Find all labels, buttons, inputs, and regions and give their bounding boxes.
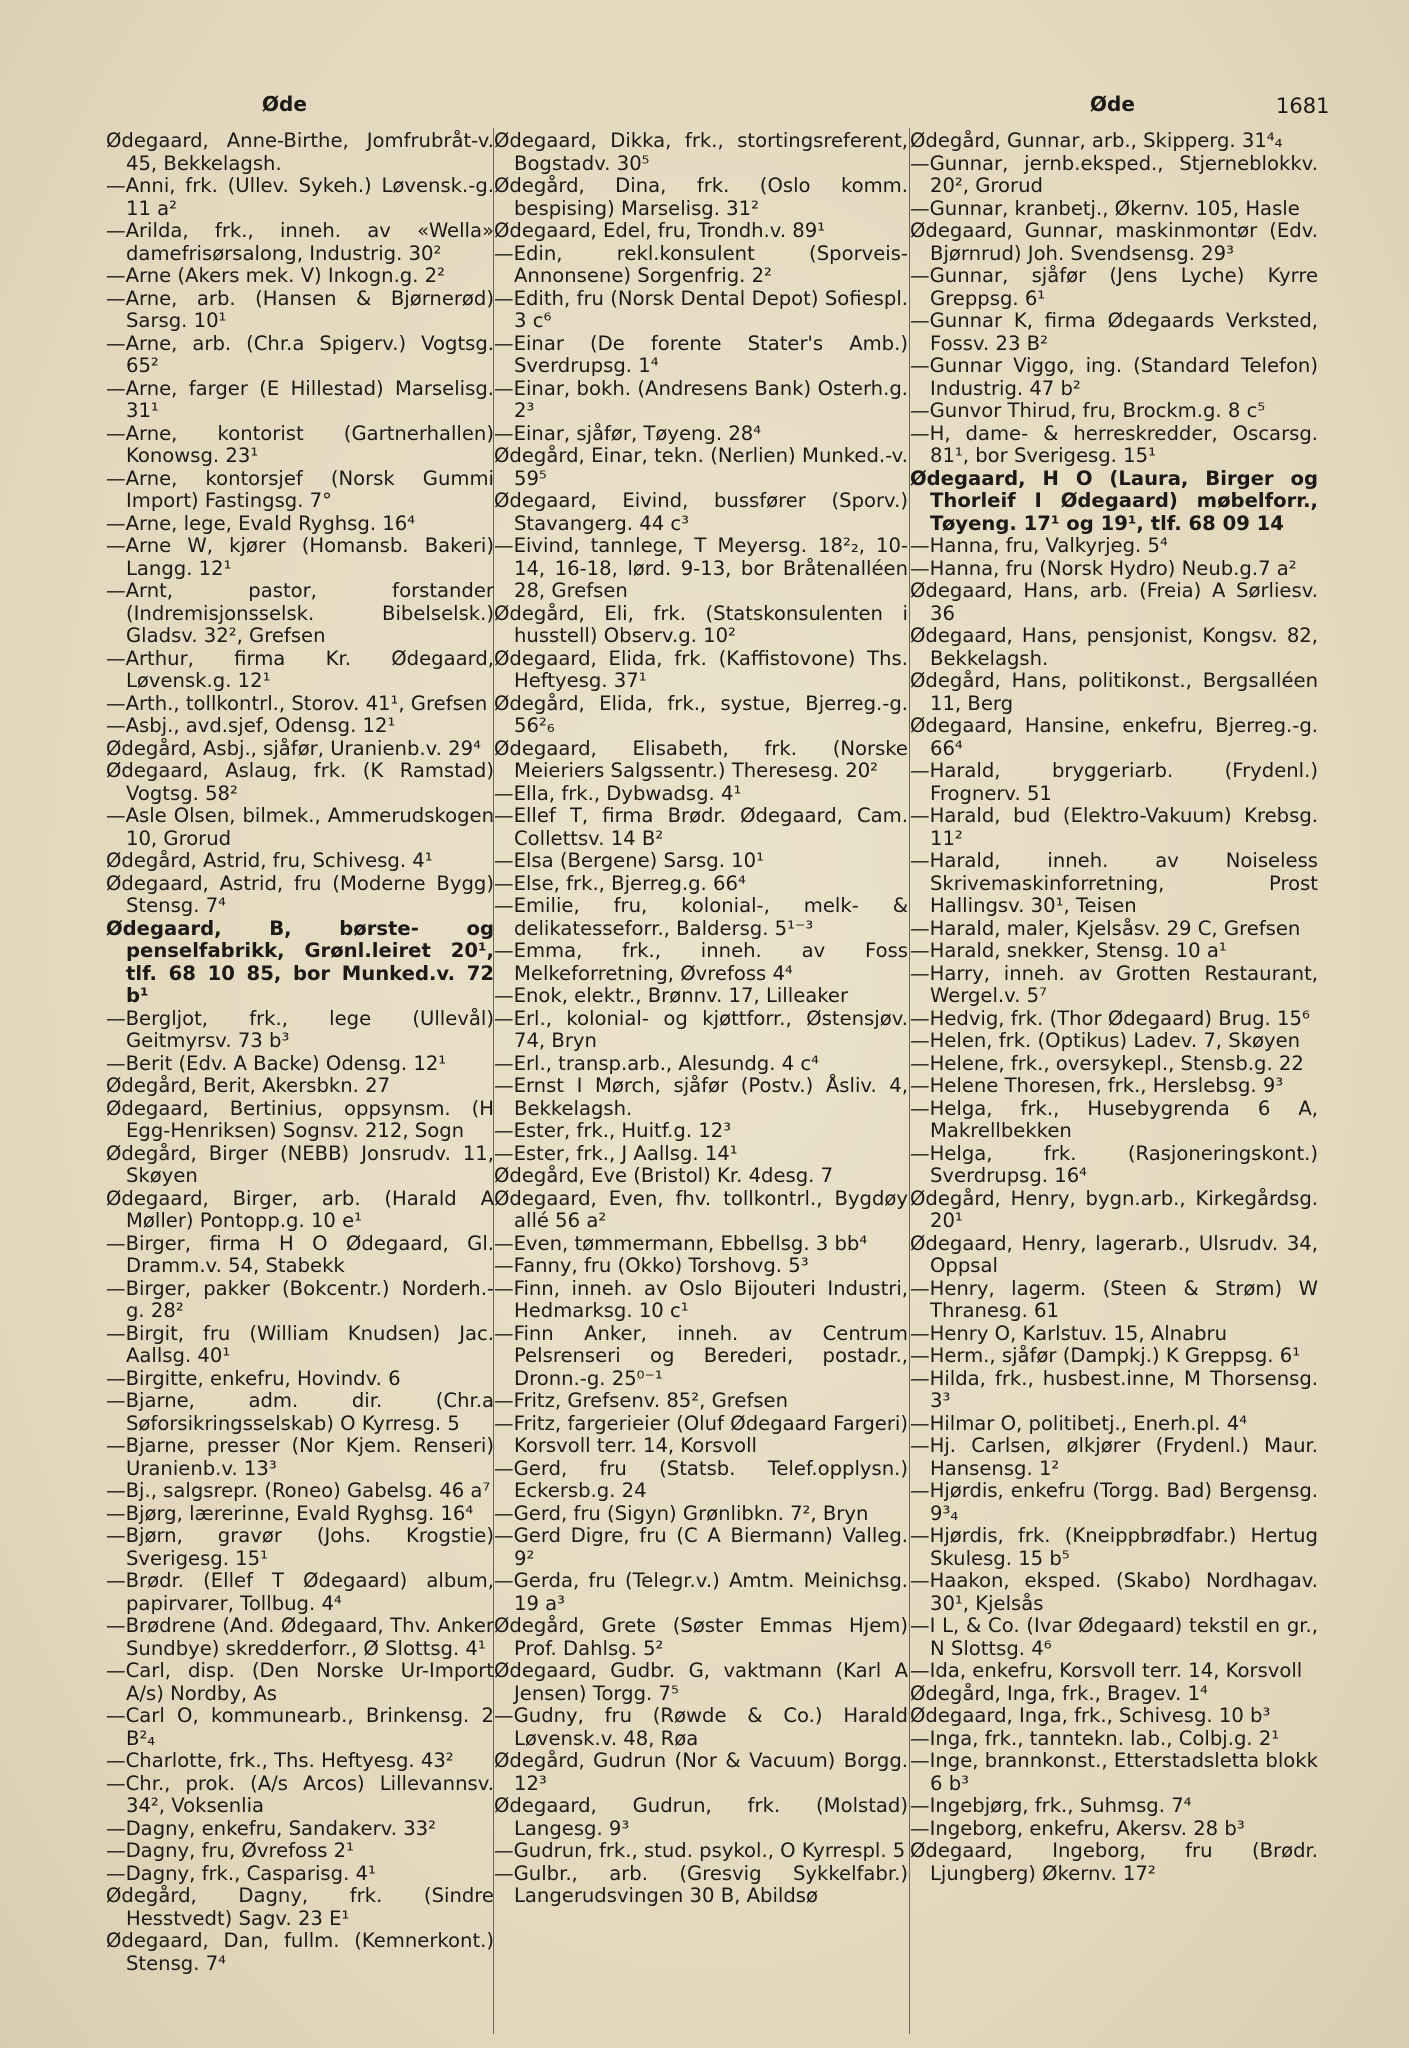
- directory-entry: —Gunnar, sjåfør (Jens Lyche) Kyrre Greppsg. 6¹: [910, 264, 1318, 310]
- directory-entry: —Erl., transp.arb., Alesundg. 4 c⁴: [494, 1051, 819, 1075]
- directory-entry: —Hjørdis, frk. (Kneippbrødfabr.) Hertug Skulesg. 15 b⁵: [910, 1524, 1318, 1570]
- directory-entry: —Henry O, Karlstuv. 15, Alnabru: [910, 1321, 1227, 1345]
- directory-entry: —Helene, frk., oversykepl., Stensb.g. 22: [910, 1051, 1304, 1075]
- directory-entry: —Ingebjørg, frk., Suhmsg. 7⁴: [910, 1794, 1192, 1817]
- directory-entry: —Gudrun, frk., stud. psykol., O Kyrrespl. 5: [494, 1839, 906, 1862]
- directory-entry: Ødegård, Astrid, fru, Schivesg. 4¹: [106, 849, 433, 872]
- directory-entry: Ødegaard, Edel, fru, Trondh.v. 89¹: [494, 219, 826, 242]
- directory-entry: —Ingeborg, enkefru, Akersv. 28 b³: [910, 1816, 1245, 1840]
- directory-entry: Ødegaard, Henry, lagerarb., Ulsrudv. 34, Oppsal: [910, 1231, 1318, 1277]
- directory-entry: Ødegaard, Elisabeth, frk. (Norske Meieriers Salgssentr.) Theresesg. 20²: [494, 736, 908, 782]
- directory-entry: Ødegaard, H O (Laura, Birger og Thorleif I Ødegaard) møbelforr., Tøyeng. 17¹ og 19¹, tlf. 68 09 14: [910, 466, 1318, 535]
- directory-entry: —Bergljot, frk., lege (Ullevål) Geitmyrsv. 73 b³: [106, 1006, 494, 1052]
- directory-entry: —Gulbr., arb. (Gresvig Sykkelfabr.) Langerudsvingen 30 B, Abildsø: [494, 1861, 908, 1907]
- directory-entry: Ødegård, Grete (Søster Emmas Hjem) Prof. Dahlsg. 5²: [494, 1614, 908, 1660]
- directory-entry: —Else, frk., Bjerreg.g. 66⁴: [494, 871, 746, 895]
- directory-entry: Ødegaard, Dikka, frk., stortingsreferent, Bogstadv. 30⁵: [494, 130, 908, 175]
- directory-entry: —Fanny, fru (Okko) Torshovg. 5³: [494, 1254, 809, 1277]
- directory-entry: —I L, & Co. (Ivar Ødegaard) tekstil en gr., N Slottsg. 4⁶: [910, 1614, 1318, 1660]
- directory-entry: —Arthur, firma Kr. Ødegaard, Løvensk.g. 12¹: [106, 646, 494, 692]
- directory-entry: —Gerd, fru (Sigyn) Grønlibkn. 7², Bryn: [494, 1501, 869, 1525]
- directory-entry: —Harald, snekker, Stensg. 10 a¹: [910, 939, 1227, 962]
- directory-entry: —Birger, firma H O Ødegaard, Gl. Dramm.v. 54, Stabekk: [106, 1231, 494, 1277]
- directory-entry: —Bjarne, presser (Nor Kjem. Renseri) Uranienb.v. 13³: [106, 1434, 494, 1480]
- directory-entry: —Hanna, fru, Valkyrjeg. 5⁴: [910, 534, 1168, 557]
- directory-entry: —Bjarne, adm. dir. (Chr.a Søforsikringsselskab) O Kyrresg. 5: [106, 1389, 494, 1435]
- directory-entry: —Birger, pakker (Bokcentr.) Norderh.-g. 28²: [106, 1276, 494, 1322]
- directory-entry: —Bjørn, gravør (Johs. Krogstie) Sverigesg. 15¹: [106, 1524, 494, 1570]
- directory-entry: —Edin, rekl.konsulent (Sporveis-Annonsene) Sorgenfrig. 2²: [494, 241, 908, 287]
- directory-entry: Ødegaard, Aslaug, frk. (K Ramstad) Vogtsg. 58²: [106, 759, 494, 805]
- directory-entry: —Emma, frk., inneh. av Foss Melkeforretning, Øvrefoss 4⁴: [494, 939, 908, 985]
- directory-entry: —Brødrene (And. Ødegaard, Thv. Anker Sundbye) skredderforr., Ø Slottsg. 4¹: [106, 1614, 494, 1660]
- directory-entry: —Gunnar K, firma Ødegaards Verksted, Fossv. 23 B²: [910, 309, 1318, 355]
- directory-entry: —Arne (Akers mek. V) Inkogn.g. 2²: [106, 264, 446, 287]
- directory-entry: Ødegaard, Astrid, fru (Moderne Bygg) Stensg. 7⁴: [106, 871, 494, 917]
- directory-entry: —Hjørdis, enkefru (Torgg. Bad) Bergensg. 9³₄: [910, 1479, 1318, 1525]
- directory-entry: Ødegaard, Hansine, enkefru, Bjerreg.-g. 66⁴: [910, 714, 1318, 760]
- directory-entry: —Arne, kontorsjef (Norsk Gummi Import) Fastingsg. 7°: [106, 466, 494, 512]
- directory-entry: Ødegaard, Anne-Birthe, Jomfrubråt-v. 45, Bekkelagsh.: [106, 130, 494, 175]
- directory-entry: Ødegaard, Ingeborg, fru (Brødr. Ljungberg) Økernv. 17²: [910, 1839, 1318, 1885]
- directory-entry: —Birgit, fru (William Knudsen) Jac. Aallsg. 40¹: [106, 1321, 494, 1367]
- directory-entry: Ødegaard, Eivind, bussfører (Sporv.) Stavangerg. 44 c³: [494, 489, 908, 535]
- directory-entry: —Hedvig, frk. (Thor Ødegaard) Brug. 15⁶: [910, 1006, 1310, 1030]
- directory-entry: —Carl, disp. (Den Norske Ur-Import A/s) Nordby, As: [106, 1659, 494, 1705]
- directory-entry: —Arne, kontorist (Gartnerhallen) Konowsg. 23¹: [106, 421, 494, 467]
- directory-entry: —Arne, lege, Evald Ryghsg. 16⁴: [106, 511, 416, 535]
- running-header-right: Øde: [1090, 92, 1135, 116]
- directory-entry: —Einar, bokh. (Andresens Bank) Osterh.g. 2³: [494, 376, 908, 422]
- directory-entry: —Ester, frk., J Aallsg. 14¹: [494, 1141, 738, 1165]
- directory-entry: —Emilie, fru, kolonial-, melk- & delikatesseforr., Baldersg. 5¹⁻³: [494, 894, 908, 940]
- directory-entry: —Arnt, pastor, forstander (Indremisjonsselsk. Bibelselsk.) Gladsv. 32², Grefsen: [106, 579, 494, 647]
- directory-entry: —Anni, frk. (Ullev. Sykeh.) Løvensk.-g. 11 a²: [106, 174, 494, 220]
- directory-entry: —Herm., sjåfør (Dampkj.) K Greppsg. 6¹: [910, 1344, 1301, 1367]
- directory-entry: Ødegaard, Birger, arb. (Harald A Møller) Pontopp.g. 10 e¹: [106, 1186, 494, 1232]
- directory-entry: —Einar, sjåfør, Tøyeng. 28⁴: [494, 421, 762, 445]
- directory-entry: Ødegaard, B, børste- og penselfabrikk, Grønl.leiret 20¹, tlf. 68 10 85, bor Munked.v. 72 b¹: [106, 916, 494, 1007]
- directory-entry: —Birgitte, enkefru, Hovindv. 6: [106, 1366, 401, 1390]
- directory-entry: —Inga, frk., tanntekn. lab., Colbj.g. 2¹: [910, 1726, 1280, 1750]
- directory-entry: Ødegaard, Bertinius, oppsynsm. (H Egg-Henriksen) Sognsv. 212, Sogn: [106, 1096, 494, 1142]
- directory-entry: —H, dame- & herreskredder, Oscarsg. 81¹, bor Sverigesg. 15¹: [910, 421, 1318, 467]
- directory-entry: —Arth., tollkontrl., Storov. 41¹, Grefsen: [106, 691, 488, 715]
- column-2: [494, 130, 908, 2040]
- directory-entry: —Ester, frk., Huitf.g. 12³: [494, 1119, 732, 1142]
- directory-entry: —Gunvor Thirud, fru, Brockm.g. 8 c⁵: [910, 399, 1266, 422]
- directory-entry: Ødegård, Gudrun (Nor & Vacuum) Borgg. 12³: [494, 1749, 908, 1795]
- directory-entry: —Harald, maler, Kjelsåsv. 29 C, Grefsen: [910, 916, 1301, 940]
- directory-entry: —Dagny, frk., Casparisg. 4¹: [106, 1861, 376, 1885]
- directory-entry: —Hilmar O, politibetj., Enerh.pl. 4⁴: [910, 1411, 1248, 1435]
- running-header-left: Øde: [262, 92, 307, 116]
- directory-entry: —Gunnar Viggo, ing. (Standard Telefon) Industrig. 47 b²: [910, 354, 1318, 400]
- directory-entry: —Harald, bud (Elektro-Vakuum) Krebsg. 11²: [910, 804, 1318, 850]
- directory-entry: Ødegaard, Gudbr. G, vaktmann (Karl A Jensen) Torgg. 7⁵: [494, 1659, 908, 1705]
- directory-entry: Ødegård, Eve (Bristol) Kr. 4desg. 7: [494, 1164, 834, 1187]
- directory-entry: —Gudny, fru (Røwde & Co.) Harald Løvensk.v. 48, Røa: [494, 1704, 908, 1750]
- directory-entry: —Gerd Digre, fru (C A Biermann) Valleg. 9²: [494, 1524, 908, 1570]
- directory-entry: —Chr., prok. (A/s Arcos) Lillevannsv. 34², Voksenlia: [106, 1771, 494, 1817]
- directory-entry: —Gunnar, jernb.eksped., Stjerneblokkv. 20², Grorud: [910, 151, 1318, 197]
- directory-entry: Ødegaard, Inga, frk., Schivesg. 10 b³: [910, 1704, 1271, 1727]
- directory-entry: —Arne, arb. (Hansen & Bjørnerød) Sarsg. 10¹: [106, 286, 494, 332]
- directory-entry: Ødegård, Dagny, frk. (Sindre Hesstvedt) Sagv. 23 E¹: [106, 1884, 494, 1930]
- directory-entry: —Brødr. (Ellef T Ødegaard) album, papirvarer, Tollbug. 4⁴: [106, 1569, 494, 1615]
- directory-entry: —Helene Thoresen, frk., Herslebsg. 9³: [910, 1074, 1284, 1097]
- directory-entry: —Arne W, kjører (Homansb. Bakeri) Langg. 12¹: [106, 534, 494, 580]
- directory-entry: —Charlotte, frk., Ths. Heftyesg. 43²: [106, 1749, 454, 1772]
- directory-entry: Ødegård, Gunnar, arb., Skipperg. 31⁴₄: [910, 130, 1283, 152]
- directory-entry: —Elsa (Bergene) Sarsg. 10¹: [494, 849, 764, 872]
- directory-entry: —Erl., kolonial- og kjøttforr., Østensjøv. 74, Bryn: [494, 1006, 908, 1052]
- directory-entry: —Asbj., avd.sjef, Odensg. 12¹: [106, 714, 396, 737]
- directory-entry: —Edith, fru (Norsk Dental Depot) Sofiespl. 3 c⁶: [494, 286, 908, 332]
- directory-entry: Ødegård, Elida, frk., systue, Bjerreg.-g. 56²₆: [494, 691, 908, 737]
- directory-entry: —Fritz, Grefsenv. 85², Grefsen: [494, 1389, 789, 1412]
- directory-entry: —Hilda, frk., husbest.inne, M Thorsensg. 3³: [910, 1366, 1318, 1412]
- directory-entry: —Arne, farger (E Hillestad) Marselisg. 31¹: [106, 376, 494, 422]
- directory-entry: —Henry, lagerm. (Steen & Strøm) W Thranesg. 61: [910, 1276, 1318, 1322]
- directory-entry: —Harry, inneh. av Grotten Restaurant, Wergel.v. 5⁷: [910, 961, 1318, 1007]
- directory-entry: Ødegaard, Hans, arb. (Freia) A Sørliesv. 36: [910, 579, 1318, 625]
- directory-entry: —Dagny, enkefru, Sandakerv. 33²: [106, 1816, 436, 1840]
- column-1: [106, 130, 494, 2040]
- directory-entry: —Fritz, fargerieier (Oluf Ødegaard Fargeri) Korsvoll terr. 14, Korsvoll: [494, 1411, 908, 1457]
- directory-entry: —Ida, enkefru, Korsvoll terr. 14, Korsvoll: [910, 1659, 1303, 1682]
- directory-entry: Ødegaard, Hans, pensjonist, Kongsv. 82, Bekkelagsh.: [910, 624, 1318, 670]
- directory-entry: —Helga, frk., Husebygrenda 6 A, Makrellbekken: [910, 1096, 1318, 1142]
- directory-entry: —Einar (De forente Stater's Amb.) Sverdrupsg. 1⁴: [494, 331, 908, 377]
- directory-entry: Ødegård, Eli, frk. (Statskonsulenten i husstell) Observ.g. 10²: [494, 601, 908, 647]
- directory-entry: —Hj. Carlsen, ølkjører (Frydenl.) Maur. Hansensg. 1²: [910, 1434, 1318, 1480]
- directory-entry: Ødegård, Henry, bygn.arb., Kirkegårdsg. 20¹: [910, 1186, 1318, 1232]
- directory-entry: —Gunnar, kranbetj., Økernv. 105, Hasle: [910, 196, 1300, 220]
- directory-entry: —Gerda, fru (Telegr.v.) Amtm. Meinichsg. 19 a³: [494, 1569, 908, 1615]
- directory-entry: —Ella, frk., Dybwadsg. 4¹: [494, 781, 742, 805]
- column-3: [910, 130, 1318, 2040]
- directory-entry: —Harald, bryggeriarb. (Frydenl.) Frognerv. 51: [910, 759, 1318, 805]
- directory-entry: Ødegård, Einar, tekn. (Nerlien) Munked.-v. 59⁵: [494, 444, 908, 490]
- directory-entry: —Ellef T, firma Brødr. Ødegaard, Cam. Collettsv. 14 B²: [494, 804, 908, 850]
- directory-entry: —Even, tømmermann, Ebbellsg. 3 bb⁴: [494, 1231, 868, 1255]
- directory-entry: —Haakon, eksped. (Skabo) Nordhagav. 30¹, Kjelsås: [910, 1569, 1318, 1615]
- directory-entry: Ødegård, Berit, Akersbkn. 27: [106, 1074, 391, 1097]
- directory-entry: —Dagny, fru, Øvrefoss 2¹: [106, 1839, 354, 1862]
- directory-entry: Ødegård, Hans, politikonst., Bergsalléen 11, Berg: [910, 669, 1318, 715]
- directory-entry: —Inge, brannkonst., Etterstadsletta blokk 6 b³: [910, 1749, 1318, 1795]
- directory-entry: —Asle Olsen, bilmek., Ammerudskogen 10, Grorud: [106, 804, 494, 850]
- directory-entry: Ødegård, Inga, frk., Bragev. 1⁴: [910, 1681, 1208, 1705]
- directory-entry: —Harald, inneh. av Noiseless Skrivemaskinforretning, Prost Hallingsv. 30¹, Teisen: [910, 849, 1318, 917]
- directory-entry: —Bjørg, lærerinne, Evald Ryghsg. 16⁴: [106, 1501, 474, 1525]
- directory-entry: Ødegaard, Even, fhv. tollkontrl., Bygdøy allé 56 a²: [494, 1186, 908, 1232]
- directory-entry: Ødegaard, Dan, fullm. (Kemnerkont.) Stensg. 7⁴: [106, 1929, 494, 1975]
- directory-entry: —Arilda, frk., inneh. av «Wella» damefrisørsalong, Industrig. 30²: [106, 219, 494, 265]
- directory-entry: —Berit (Edv. A Backe) Odensg. 12¹: [106, 1051, 447, 1075]
- directory-entry: —Bj., salgsrepr. (Roneo) Gabelsg. 46 a⁷: [106, 1479, 491, 1502]
- directory-entry: —Eivind, tannlege, T Meyersg. 18²₂, 10-14, 16-18, lørd. 9-13, bor Bråtenalléen 28, Grefsen: [494, 534, 908, 602]
- directory-entry: Ødegård, Asbj., sjåfør, Uranienb.v. 29⁴: [106, 736, 481, 760]
- directory-entry: Ødegaard, Elida, frk. (Kaffistovone) Ths. Heftyesg. 37¹: [494, 646, 908, 692]
- directory-entry: —Enok, elektr., Brønnv. 17, Lilleaker: [494, 984, 849, 1007]
- directory-entry: —Ernst I Mørch, sjåfør (Postv.) Åsliv. 4, Bekkelagsh.: [494, 1074, 908, 1120]
- directory-entry: —Helga, frk. (Rasjoneringskont.) Sverdrupsg. 16⁴: [910, 1141, 1318, 1187]
- directory-entry: Ødegaard, Gudrun, frk. (Molstad) Langesg. 9³: [494, 1794, 908, 1840]
- directory-entry: —Carl O, kommunearb., Brinkensg. 2 B²₄: [106, 1704, 494, 1750]
- directory-entry: —Finn Anker, inneh. av Centrum Pelsrenseri og Berederi, postadr., Dronn.-g. 25⁰⁻¹: [494, 1321, 908, 1390]
- directory-entry: —Hanna, fru (Norsk Hydro) Neub.g.7 a²: [910, 556, 1297, 580]
- directory-entry: Ødegård, Dina, frk. (Oslo komm. bespising) Marselisg. 31²: [494, 174, 908, 220]
- directory-entry: Ødegård, Birger (NEBB) Jonsrudv. 11, Skøyen: [106, 1141, 494, 1187]
- directory-entry: Ødegaard, Gunnar, maskinmontør (Edv. Bjørnrud) Joh. Svendsensg. 29³: [910, 219, 1318, 265]
- directory-entry: —Gerd, fru (Statsb. Telef.opplysn.) Eckersb.g. 24: [494, 1456, 908, 1502]
- page-number: 1681: [1276, 94, 1330, 118]
- directory-entry: —Finn, inneh. av Oslo Bijouteri Industri, Hedmarksg. 10 c¹: [494, 1276, 908, 1322]
- directory-entry: —Arne, arb. (Chr.a Spigerv.) Vogtsg. 65²: [106, 331, 494, 377]
- directory-entry: —Helen, frk. (Optikus) Ladev. 7, Skøyen: [910, 1029, 1301, 1052]
